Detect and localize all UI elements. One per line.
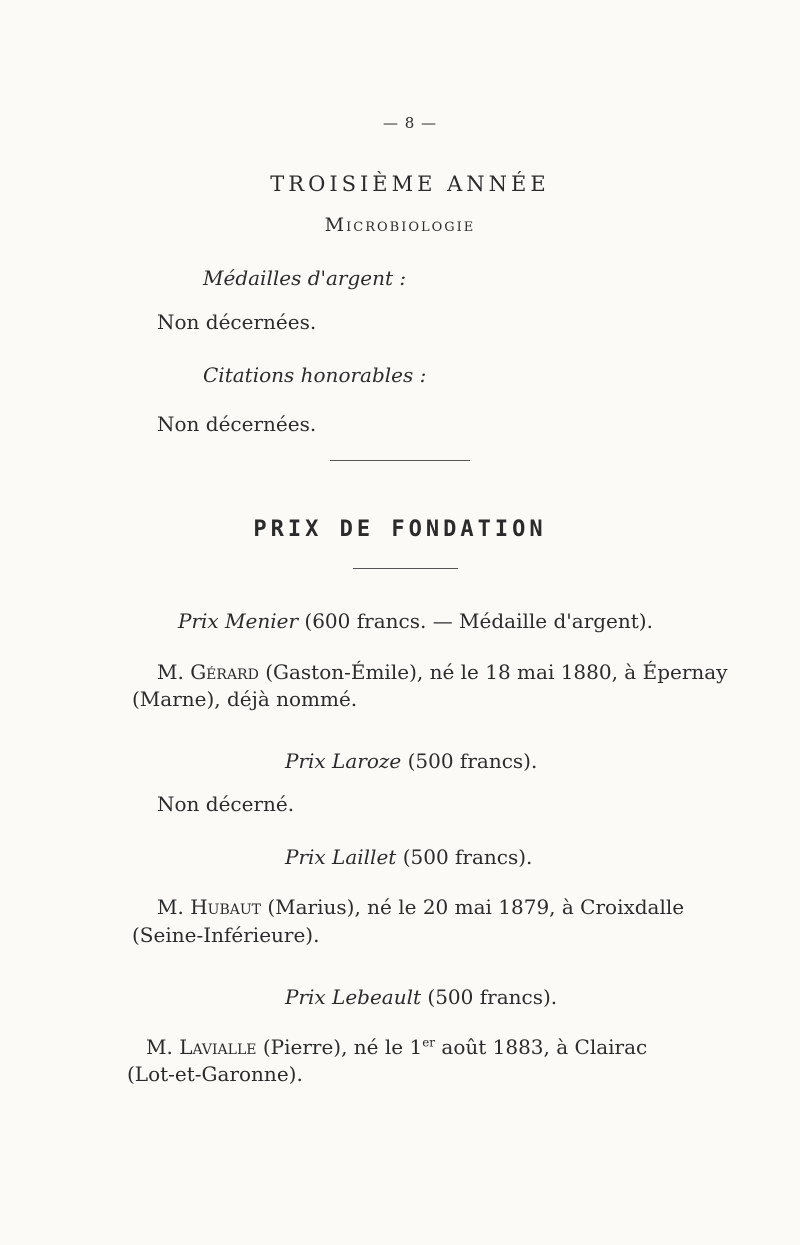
- citations-heading: Citations honorables :: [203, 363, 427, 387]
- menier-laureate-line1: [157, 660, 728, 684]
- prix-laillet-title: Prix Laillet: [285, 845, 397, 869]
- laillet-laureate-line1: [157, 895, 684, 919]
- section-subject: Microbiologie: [324, 214, 476, 236]
- prix-lebeault-title: Prix Lebeault: [285, 985, 422, 1009]
- laureate-name: Lavialle: [179, 1035, 257, 1059]
- laillet-laureate-line2: (Seine-Inférieure).: [132, 923, 320, 947]
- prix-fondation-heading: PRIX DE FONDATION: [253, 517, 547, 542]
- page-number: — 8 —: [382, 114, 438, 132]
- prix-menier-title: Prix Menier: [178, 609, 299, 633]
- medailles-text: Non décernées.: [157, 310, 317, 334]
- prix-lebeault-detail: (500 francs).: [427, 985, 558, 1009]
- laureate-prefix: M.: [146, 1035, 173, 1059]
- lebeault-laureate-line2: (Lot-et-Garonne).: [127, 1062, 303, 1086]
- prix-laroze-title: Prix Laroze: [285, 749, 402, 773]
- citations-text: Non décernées.: [157, 412, 317, 436]
- prix-laillet-detail: (500 francs).: [402, 845, 533, 869]
- laureate-details: (Marius), né le 20 mai 1879, à Croixdalle: [267, 895, 685, 919]
- laureate-details: (Pierre), né le 1: [262, 1035, 423, 1059]
- laureate-prefix: M.: [157, 895, 184, 919]
- laureate-prefix: M.: [157, 660, 184, 684]
- laureate-name: Gérard: [190, 660, 259, 684]
- prix-menier-line: [178, 609, 653, 633]
- section-divider: [330, 460, 470, 461]
- prix-laillet-line: [285, 845, 532, 869]
- prix-laroze-detail: (500 francs).: [407, 749, 538, 773]
- lebeault-laureate-line1: [146, 1035, 647, 1059]
- laureate-name: Hubaut: [190, 895, 261, 919]
- prix-lebeault-line: [285, 985, 557, 1009]
- heading-underline: [353, 568, 458, 569]
- section-title: TROISIÈME ANNÉE: [270, 172, 550, 196]
- laureate-details-rest: août 1883, à Clairac: [435, 1035, 648, 1059]
- prix-laroze-result: Non décerné.: [157, 792, 295, 816]
- prix-menier-detail: (600 francs. — Médaille d'argent).: [304, 609, 653, 633]
- ordinal-superscript: er: [422, 1035, 436, 1050]
- laureate-details: (Gaston-Émile), né le 18 mai 1880, à Épernay: [265, 660, 728, 684]
- menier-laureate-line2: (Marne), déjà nommé.: [132, 687, 358, 711]
- prix-laroze-line: [285, 749, 537, 773]
- medailles-heading: Médailles d'argent :: [203, 266, 407, 290]
